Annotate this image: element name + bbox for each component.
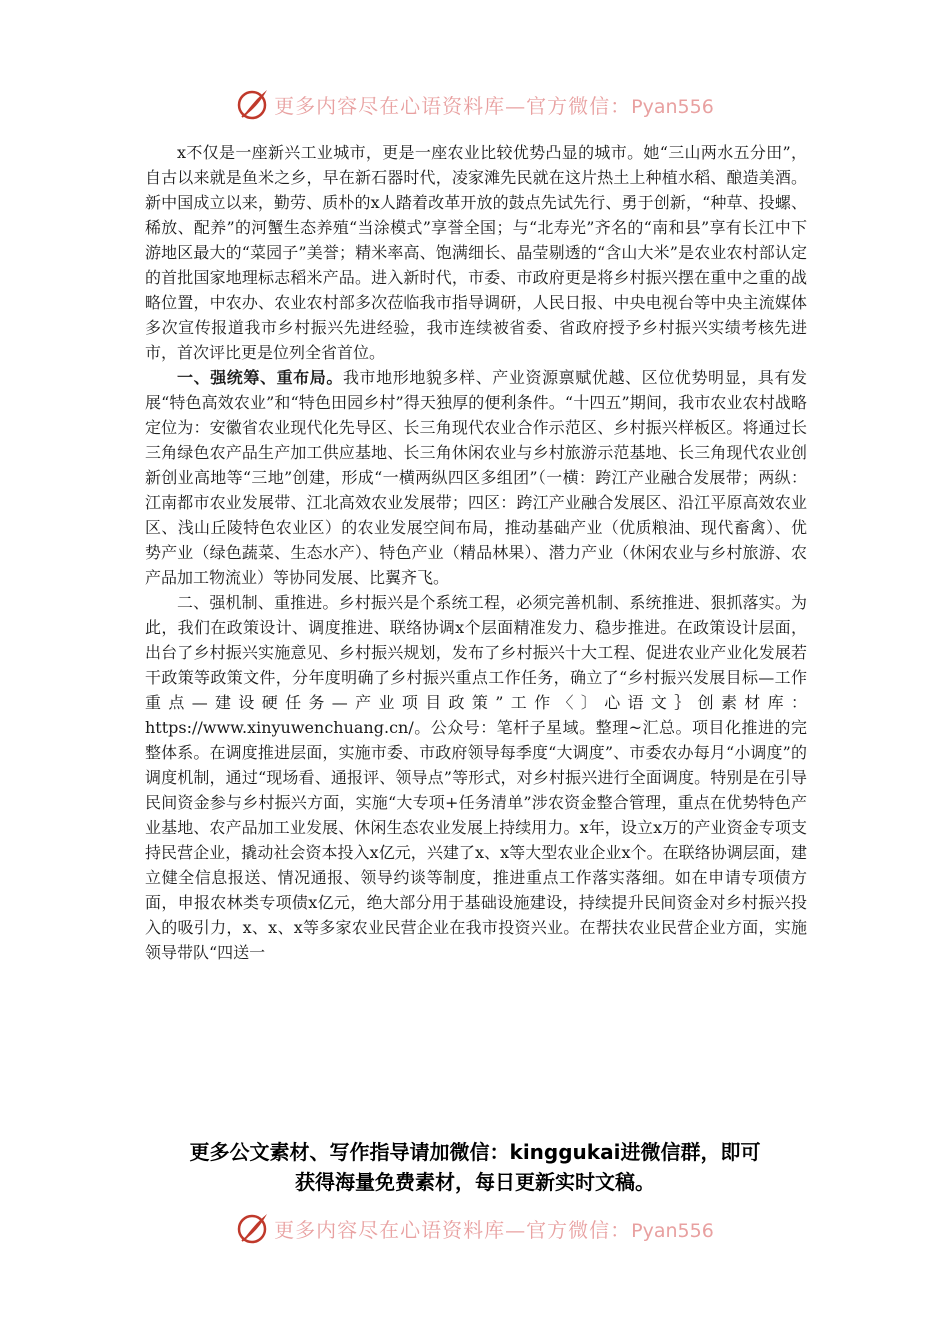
watermark-header bbox=[0, 84, 950, 124]
paragraph-intro: x不仅是一座新兴工业城市，更是一座农业比较优势凸显的城市。她“三山两水五分田”，自古以来就是鱼米之乡，早在新石器时代，凌家滩先民就在这片热土上种植水稻、酿造美酒。新中国成立以来，勤劳、质朴的x人踏着改革开放的鼓点先试先行、勇于创新，“种草、投螺、稀放、配养”的河蟹生态养殖“当涂模式”享誉全国；与“北寿光”齐名的“南和县”享有长江中下游地区最大的“菜园子”美誉；精米率高、饱满细长、晶莹剔透的“含山大米”是农业农村部认定的首批国家地理标志稻米产品。进入新时代，市委、市政府更是将乡村振兴摆在重中之重的战略位置，中农办、农业农村部多次莅临我市指导调研，人民日报、中央电视台等中央主流媒体多次宣传报道我市乡村振兴先进经验，我市连续被省委、省政府授予乡村振兴实绩考核先进市，首次评比更是位列全省首位。 bbox=[145, 143, 807, 362]
paragraph-section-1: 一、强统筹、重布局。我市地形地貌多样、产业资源禀赋优越、区位优势明显，具有发展“特色高效农业”和“特色田园乡村”得天独厚的便利条件。“十四五”期间，我市农业农村战略定位为：安徽省农业现代化先导区、长三角现代农业合作示范区、乡村振兴样板区。将通过长三角绿色农产品生产加工供应基地、长三角休闲农业与乡村旅游示范基地、长三角现代农业创新创业高地等“三地”创建，形成“一横两纵四区多组团”（一横：跨江产业融合发展带；两纵：江南都市农业发展带、江北高效农业发展带；四区：跨江产业融合发展区、沿江平原高效农业区、浅山丘陵特色农业区）的农业发展空间布局，推动基础产业（优质粮油、现代畜禽）、优势产业（绿色蔬菜、生态水产）、特色产业（精品林果）、潜力产业（休闲农业与乡村旅游、农产品加工物流业）等协同发展、比翼齐飞。 bbox=[145, 368, 807, 587]
section-1-heading: 一、强统筹、重布局。 bbox=[177, 368, 343, 387]
quill-logo-icon bbox=[236, 87, 270, 121]
quill-logo-icon bbox=[236, 1211, 270, 1245]
watermark-footer bbox=[0, 1208, 950, 1248]
promo-line-2: 获得海量免费素材，每日更新实时文稿。 bbox=[295, 1170, 655, 1194]
article-body bbox=[145, 140, 807, 965]
promo-line-1: 更多公文素材、写作指导请加微信：kinggukai进微信群，即可 bbox=[189, 1140, 761, 1164]
watermark-text: 更多内容尽在心语资料库—官方微信：Pyan556 bbox=[274, 93, 714, 118]
paragraph-section-2: 二、强机制、重推进。乡村振兴是个系统工程，必须完善机制、系统推进、狠抓落实。为此，我们在政策设计、调度推进、联络协调x个层面精准发力、稳步推进。在政策设计层面，出台了乡村振兴实施意见、乡村振兴规划，发布了乡村振兴十大工程、促进农业产业化发展若干政策等政策文件，分年度明确了乡村振兴重点工作任务，确立了“乡村振兴发展目标—工作重点—建设硬任务—产业项目政策”工作〈〕心语文｝创素材库：https://www.xinyuwenchuang.cn/。公众号：笔杆子星域。整理~汇总。项目化推进的完整体系。在调度推进层面，实施市委、市政府领导每季度“大调度”、市委农办每月“小调度”的调度机制，通过“现场看、通报评、领导点”等形式，对乡村振兴进行全面调度。特别是在引导民间资金参与乡村振兴方面，实施“大专项+任务清单”涉农资金整合管理，重点在优势特色产业基地、农产品加工业发展、休闲生态农业发展上持续用力。x年，设立x万的产业资金专项支持民营企业，撬动社会资本投入x亿元，兴建了x、x等大型农业企业x个。在联络协调层面，建立健全信息报送、情况通报、领导约谈等制度，推进重点工作落实落细。如在申请专项债方面，申报农林类专项债x亿元，绝大部分用于基础设施建设，持续提升民间资金对乡村振兴投入的吸引力，x、x、x等多家农业民营企业在我市投资兴业。在帮扶农业民营企业方面，实施领导带队“四送一 bbox=[145, 593, 807, 962]
promo-notice bbox=[100, 1137, 850, 1197]
watermark-text: 更多内容尽在心语资料库—官方微信：Pyan556 bbox=[274, 1217, 714, 1242]
